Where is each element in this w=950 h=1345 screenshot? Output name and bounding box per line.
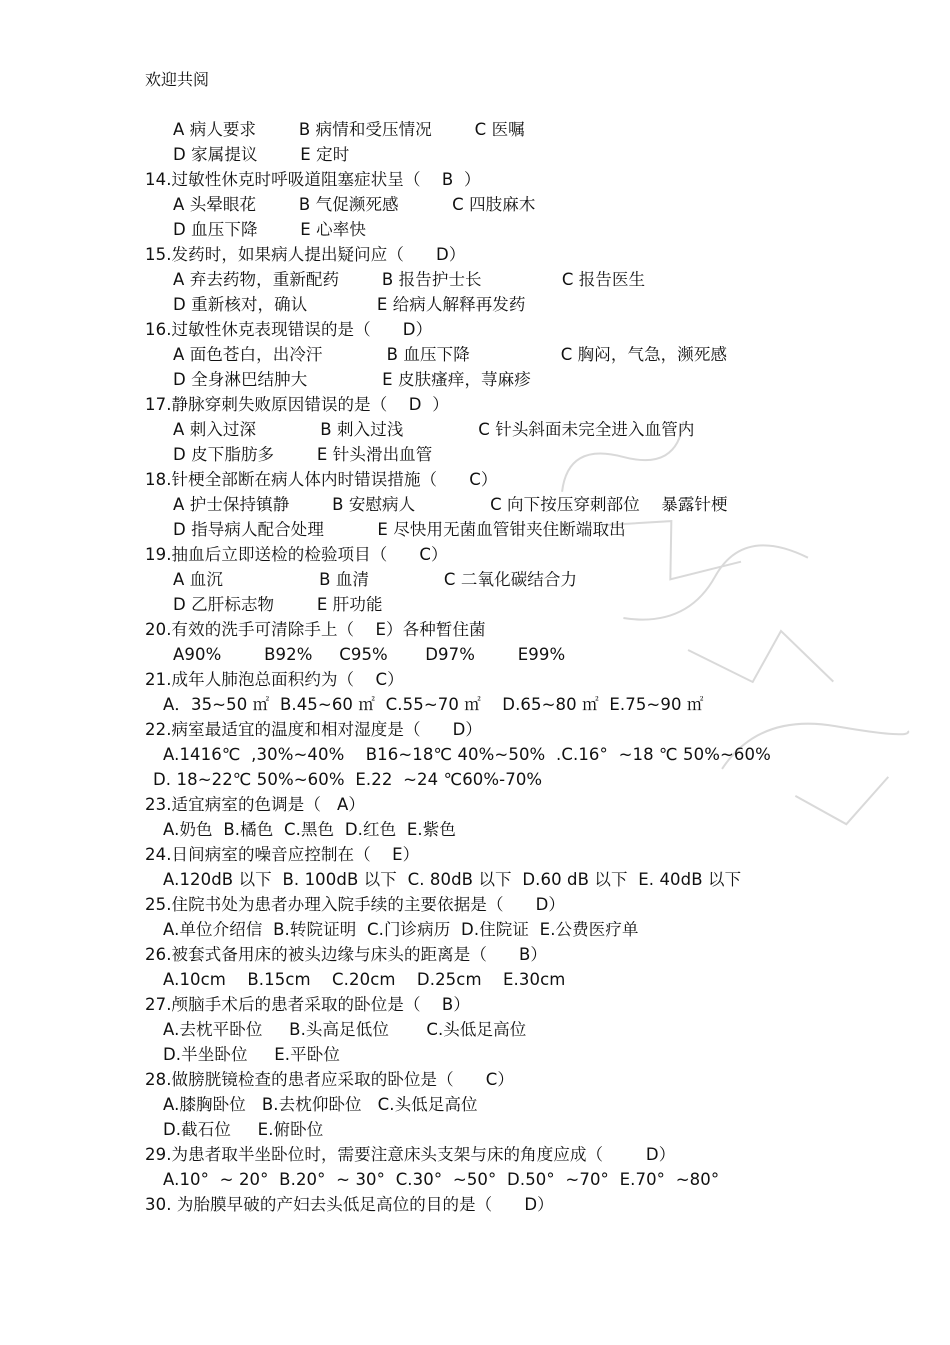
- answer-options-line: A 刺入过深 B 刺入过浅 C 针头斜面未完全进入血管内: [173, 420, 695, 439]
- answer-options-line: D 重新核对，确认 E 给病人解释再发药: [173, 295, 526, 314]
- question-line: 15.发药时，如果病人提出疑问应（ D）: [145, 245, 466, 264]
- answer-options-line: D 家属提议 E 定时: [173, 145, 350, 164]
- question-line: 23.适宜病室的色调是（ A）: [145, 795, 365, 814]
- question-line: 30. 为胎膜早破的产妇去头低足高位的目的是（ D）: [145, 1195, 554, 1214]
- answer-options-line: A.膝胸卧位 B.去枕仰卧位 C.头低足高位: [163, 1095, 478, 1114]
- question-line: 26.被套式备用床的被头边缘与床头的距离是（ B）: [145, 945, 548, 964]
- question-line: 20.有效的洗手可清除手上（ E）各种暂住菌: [145, 620, 486, 639]
- answer-options-line: A 病人要求 B 病情和受压情况 C 医嘱: [173, 120, 525, 139]
- answer-options-line: A 头晕眼花 B 气促濒死感 C 四肢麻木: [173, 195, 536, 214]
- answer-options-line: D 皮下脂肪多 E 针头滑出血管: [173, 445, 433, 464]
- question-line: 29.为患者取半坐卧位时，需要注意床头支架与床的角度应成（ D）: [145, 1145, 676, 1164]
- answer-options-line: A 弃去药物，重新配药 B 报告护士长 C 报告医生: [173, 270, 646, 289]
- answer-options-line: A90% B92% C95% D97% E99%: [173, 645, 566, 664]
- question-line: 14.过敏性休克时呼吸道阻塞症状呈（ B ）: [145, 170, 481, 189]
- question-line: 16.过敏性休克表现错误的是（ D）: [145, 320, 433, 339]
- answer-options-line: D.半坐卧位 E.平卧位: [163, 1045, 340, 1064]
- answer-options-line: A.1416℃ ,30%~40% B16~18℃ 40%~50% .C.16° ~18 ℃ 50%~60%: [163, 745, 771, 764]
- answer-options-line: A 血沉 B 血清 C 二氧化碳结合力: [173, 570, 578, 589]
- answer-options-line: A.去枕平卧位 B.头高足低位 C.头低足高位: [163, 1020, 527, 1039]
- answer-options-line: A 护士保持镇静 B 安慰病人 C 向下按压穿刺部位 暴露针梗: [173, 495, 728, 514]
- answer-options-line: A．35~50 ㎡ B.45~60 ㎡ C.55~70 ㎡ D.65~80 ㎡ E.75~90 ㎡: [163, 695, 704, 714]
- answer-options-line: D. 18~22℃ 50%~60% E.22 ~24 ℃60%-70%: [153, 770, 543, 789]
- answer-options-line: A.单位介绍信 B.转院证明 C.门诊病历 D.住院证 E.公费医疗单: [163, 920, 639, 939]
- answer-options-line: A.10cm B.15cm C.20cm D.25cm E.30cm: [163, 970, 566, 989]
- answer-options-line: D 全身淋巴结肿大 E 皮肤瘙痒，荨麻疹: [173, 370, 531, 389]
- question-line: 22.病室最适宜的温度和相对湿度是（ D）: [145, 720, 483, 739]
- question-line: 27.颅脑手术后的患者采取的卧位是（ B）: [145, 995, 470, 1014]
- answer-options-line: A.120dB 以下 B. 100dB 以下 C. 80dB 以下 D.60 dB 以下 E. 40dB 以下: [163, 870, 742, 889]
- question-line: 25.住院书处为患者办理入院手续的主要依据是（ D）: [145, 895, 566, 914]
- question-line: 18.针梗全部断在病人体内时错误措施（ C）: [145, 470, 498, 489]
- answer-options-line: D.截石位 E.俯卧位: [163, 1120, 324, 1139]
- answer-options-line: D 指导病人配合处理 E 尽快用无菌血管钳夹住断端取出: [173, 520, 626, 539]
- question-line: 28.做膀胱镜检查的患者应采取的卧位是（ C）: [145, 1070, 515, 1089]
- page-header: 欢迎共阅: [145, 70, 210, 89]
- answer-options-line: A 面色苍白，出冷汗 B 血压下降 C 胸闷，气急，濒死感: [173, 345, 728, 364]
- question-line: 19.抽血后立即送检的检验项目（ C）: [145, 545, 448, 564]
- question-list: [145, 117, 845, 1217]
- answer-options-line: D 血压下降 E 心率快: [173, 220, 366, 239]
- question-line: 17.静脉穿刺失败原因错误的是（ D ）: [145, 395, 449, 414]
- answer-options-line: A.奶色 B.橘色 C.黑色 D.红色 E.紫色: [163, 820, 456, 839]
- question-line: 21.成年人肺泡总面积约为（ C）: [145, 670, 404, 689]
- question-line: 24.日间病室的噪音应控制在（ E）: [145, 845, 420, 864]
- answer-options-line: D 乙肝标志物 E 肝功能: [173, 595, 383, 614]
- answer-options-line: A.10° ~ 20° B.20° ~ 30° C.30° ~50° D.50° ~70° E.70° ~80°: [163, 1170, 720, 1189]
